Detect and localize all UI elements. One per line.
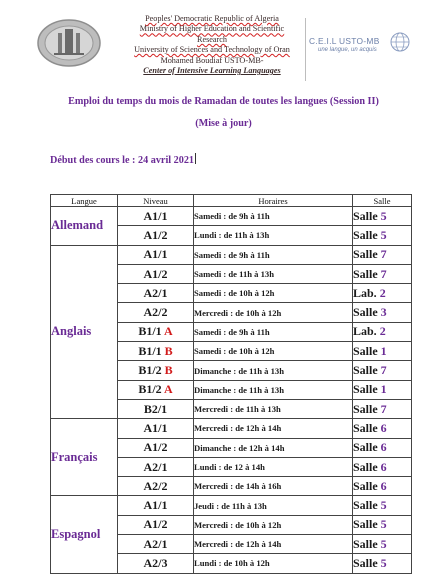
room-cell — [353, 457, 412, 476]
room-label: Salle — [353, 459, 381, 474]
room-number: 6 — [380, 440, 387, 455]
level-cell — [118, 515, 194, 534]
table-row — [51, 419, 412, 438]
group-letter: A — [164, 324, 173, 339]
room-cell — [353, 419, 412, 438]
room-label: Salle — [353, 343, 381, 358]
room-cell — [353, 264, 412, 283]
room-label: Salle — [353, 555, 381, 570]
column-header: Niveau — [118, 195, 194, 207]
level-text: A2/1 — [143, 285, 168, 300]
room-label: Salle — [353, 266, 381, 281]
room-label: Salle — [353, 247, 381, 262]
level-text: A1/2 — [143, 227, 168, 242]
level-cell — [118, 284, 194, 303]
level-cell — [118, 380, 194, 399]
hours-cell: Samedi : de 11h à 13h — [194, 264, 353, 283]
level-text: A1/1 — [143, 498, 168, 513]
level-text: B1/2 — [138, 363, 165, 378]
group-letter: B — [164, 363, 173, 378]
hours-cell: Dimanche : de 11h à 13h — [194, 361, 353, 380]
document-title: Emploi du temps du mois de Ramadan de toutes les langues (Session II) — [68, 96, 379, 107]
room-label: Salle — [353, 420, 381, 435]
level-text: B2/1 — [143, 401, 168, 416]
room-label: Salle — [353, 536, 381, 551]
header-line: University of Sciences and Technology of Oran — [134, 45, 290, 55]
room-label: Salle — [353, 517, 381, 532]
room-cell — [353, 380, 412, 399]
column-header: Horaires — [194, 195, 353, 207]
language-cell: Français — [51, 419, 118, 496]
document-subtitle: (Mise à jour) — [195, 118, 252, 129]
room-number: 5 — [380, 227, 387, 242]
level-text: B1/1 — [138, 324, 164, 339]
hours-cell: Lundi : de 10h à 12h — [194, 554, 353, 573]
level-text: B1/1 — [138, 343, 165, 358]
level-text: A1/1 — [143, 247, 168, 262]
start-date-text: Début des cours le : 24 avril 2021 — [50, 155, 195, 166]
header-divider — [305, 18, 306, 81]
room-cell — [353, 245, 412, 264]
level-text: A1/2 — [143, 440, 168, 455]
room-label: Salle — [353, 208, 381, 223]
room-cell — [353, 399, 412, 418]
hours-cell: Mercredi : de 12h à 14h — [194, 535, 353, 554]
level-cell — [118, 438, 194, 457]
room-cell — [353, 535, 412, 554]
room-number: 5 — [380, 208, 387, 223]
room-label: Salle — [353, 498, 381, 513]
room-number: 6 — [380, 478, 387, 493]
room-cell — [353, 477, 412, 496]
room-label: Salle — [353, 305, 381, 320]
level-cell — [118, 342, 194, 361]
level-text: A1/1 — [143, 420, 168, 435]
university-logo — [36, 18, 102, 68]
schedule-body — [51, 207, 412, 574]
column-header: Salle — [353, 195, 412, 207]
hours-cell: Samedi : de 10h à 12h — [194, 342, 353, 361]
level-cell — [118, 496, 194, 515]
start-date — [50, 153, 196, 166]
level-text: A1/2 — [143, 517, 168, 532]
text-cursor — [195, 153, 196, 164]
hours-cell: Dimanche : de 11h à 13h — [194, 380, 353, 399]
room-number: 2 — [379, 324, 386, 339]
header-line: Ministry of Higher Education and Scientific — [139, 24, 285, 34]
room-cell — [353, 361, 412, 380]
room-number: 6 — [380, 459, 387, 474]
level-text: A2/1 — [143, 536, 168, 551]
room-number: 7 — [380, 247, 387, 262]
level-cell — [118, 419, 194, 438]
group-letter: B — [164, 343, 173, 358]
hours-cell: Samedi : de 10h à 12h — [194, 284, 353, 303]
room-cell — [353, 515, 412, 534]
room-number: 3 — [380, 305, 387, 320]
room-number: 1 — [380, 382, 387, 397]
header-line: Research — [196, 34, 227, 44]
level-cell — [118, 399, 194, 418]
level-cell — [118, 457, 194, 476]
room-label: Salle — [353, 363, 381, 378]
level-text: A1/1 — [143, 208, 168, 223]
level-cell — [118, 554, 194, 573]
room-cell — [353, 207, 412, 226]
language-cell: Anglais — [51, 245, 118, 419]
room-cell — [353, 226, 412, 245]
ceil-logo-title: C.E.I.L USTO-MB — [309, 36, 380, 46]
level-cell — [118, 226, 194, 245]
level-cell — [118, 322, 194, 341]
hours-cell: Dimanche : de 12h à 14h — [194, 438, 353, 457]
hours-cell: Mercredi : de 10h à 12h — [194, 515, 353, 534]
table-row — [51, 496, 412, 515]
group-letter: A — [164, 382, 173, 397]
level-cell — [118, 303, 194, 322]
level-cell — [118, 361, 194, 380]
room-label: Salle — [353, 382, 381, 397]
table-row — [51, 245, 412, 264]
language-cell: Espagnol — [51, 496, 118, 573]
room-label: Lab. — [353, 285, 380, 300]
room-cell — [353, 284, 412, 303]
level-text: A2/2 — [143, 478, 168, 493]
room-cell — [353, 496, 412, 515]
room-number: 7 — [380, 401, 387, 416]
hours-cell: Samedi : de 9h à 11h — [194, 207, 353, 226]
header-line: Center of Intensive Learning Languages — [143, 66, 281, 76]
room-number: 6 — [380, 420, 387, 435]
room-number: 5 — [380, 517, 387, 532]
room-label: Lab. — [353, 324, 380, 339]
schedule-table — [50, 194, 412, 574]
room-label: Salle — [353, 440, 381, 455]
column-header: Langue — [51, 195, 118, 207]
room-number: 5 — [380, 555, 387, 570]
hours-cell: Lundi : de 12 à 14h — [194, 457, 353, 476]
institution-header — [108, 14, 316, 76]
room-label: Salle — [353, 401, 381, 416]
language-cell: Allemand — [51, 207, 118, 246]
level-cell — [118, 477, 194, 496]
room-number: 7 — [380, 363, 387, 378]
level-text: A2/2 — [143, 305, 168, 320]
hours-cell: Mercredi : de 11h à 13h — [194, 399, 353, 418]
header-line: Mohamed Boudiaf USTO-MB- — [160, 55, 264, 65]
hours-cell: Jeudi : de 11h à 13h — [194, 496, 353, 515]
table-header-row — [51, 195, 412, 207]
level-cell — [118, 207, 194, 226]
level-cell — [118, 264, 194, 283]
header-line: Peoples' Democratic Republic of Algeria — [145, 14, 279, 23]
ceil-logo-subtitle: une langue, un acquis — [318, 47, 377, 53]
hours-cell: Mercredi : de 14h à 16h — [194, 477, 353, 496]
hours-cell: Samedi : de 9h à 11h — [194, 322, 353, 341]
level-cell — [118, 245, 194, 264]
room-number: 2 — [379, 285, 386, 300]
level-text: B1/2 — [138, 382, 164, 397]
room-number: 7 — [380, 266, 387, 281]
hours-cell: Mercredi : de 10h à 12h — [194, 303, 353, 322]
room-cell — [353, 438, 412, 457]
room-label: Salle — [353, 478, 381, 493]
room-cell — [353, 322, 412, 341]
hours-cell: Samedi : de 9h à 11h — [194, 245, 353, 264]
room-cell — [353, 554, 412, 573]
level-cell — [118, 535, 194, 554]
room-number: 5 — [380, 498, 387, 513]
table-row — [51, 207, 412, 226]
level-text: A1/2 — [143, 266, 168, 281]
level-text: A2/1 — [143, 459, 168, 474]
hours-cell: Mercredi : de 12h à 14h — [194, 419, 353, 438]
room-cell — [353, 342, 412, 361]
hours-cell: Lundi : de 11h à 13h — [194, 226, 353, 245]
globe-icon — [389, 31, 411, 53]
room-number: 1 — [380, 343, 387, 358]
room-label: Salle — [353, 227, 381, 242]
room-cell — [353, 303, 412, 322]
level-text: A2/3 — [143, 555, 168, 570]
room-number: 5 — [380, 536, 387, 551]
